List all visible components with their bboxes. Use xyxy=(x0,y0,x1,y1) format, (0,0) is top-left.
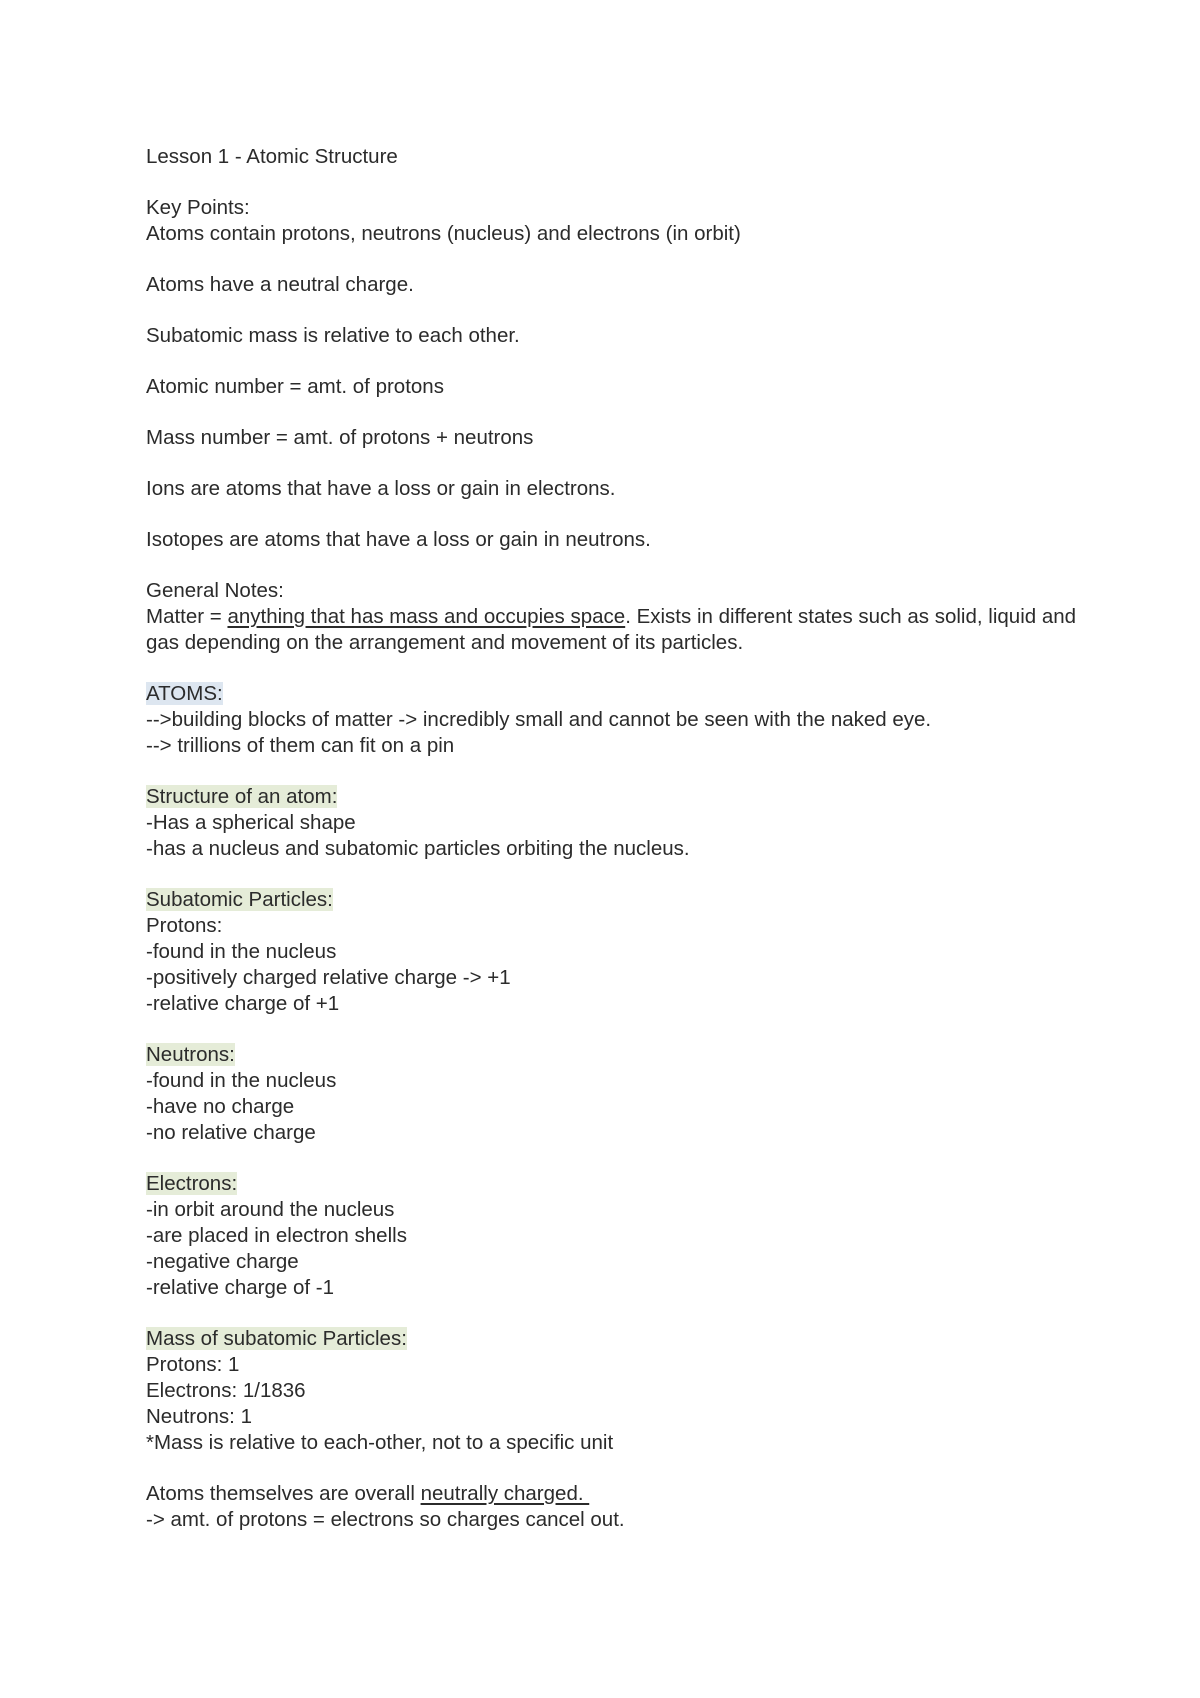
neutrons-line: -have no charge xyxy=(146,1095,295,1118)
electrons-line: -in orbit around the nucleus xyxy=(146,1198,395,1221)
protons-line: -found in the nucleus xyxy=(146,940,337,963)
key-point: Atoms contain protons, neutrons (nucleus) and electrons (in orbit) xyxy=(146,222,741,245)
atoms-heading xyxy=(146,681,1086,707)
structure-line: -Has a spherical shape xyxy=(146,811,356,834)
protons-line: -positively charged relative charge -> +1 xyxy=(146,966,511,989)
electrons-heading xyxy=(146,1171,1086,1197)
matter-underlined: anything that has mass and occupies space xyxy=(227,605,626,628)
document-page xyxy=(146,144,1086,1533)
matter-prefix: Matter = xyxy=(146,605,228,628)
key-point: Ions are atoms that have a loss or gain in electrons. xyxy=(146,477,616,500)
mass-heading xyxy=(146,1326,1086,1352)
mass-heading-highlight: Mass of subatomic Particles: xyxy=(146,1327,407,1350)
structure-line: -has a nucleus and subatomic particles orbiting the nucleus. xyxy=(146,837,690,860)
subatomic-heading xyxy=(146,887,1086,913)
document-title: Lesson 1 - Atomic Structure xyxy=(146,145,398,168)
structure-heading-highlight: Structure of an atom: xyxy=(146,785,338,808)
mass-line: Neutrons: 1 xyxy=(146,1405,252,1428)
atoms-heading-highlight: ATOMS: xyxy=(146,682,223,705)
electrons-line: -are placed in electron shells xyxy=(146,1224,407,1247)
matter-suffix: . Exists in different states such as solid, liquid and gas depending on the arrangement and movement of its particles. xyxy=(146,605,1082,654)
electrons-line: -negative charge xyxy=(146,1250,299,1273)
mass-line: Electrons: 1/1836 xyxy=(146,1379,306,1402)
neutrons-heading xyxy=(146,1042,1086,1068)
neutral-prefix: Atoms themselves are overall xyxy=(146,1482,421,1505)
key-point: Subatomic mass is relative to each other. xyxy=(146,324,520,347)
matter-definition xyxy=(146,604,1086,656)
neutral-underlined: neutrally charged. xyxy=(420,1482,590,1505)
key-points-heading: Key Points: xyxy=(146,196,250,219)
mass-line: *Mass is relative to each-other, not to a specific unit xyxy=(146,1431,614,1454)
neutral-statement xyxy=(146,1481,1086,1507)
atoms-line: -->building blocks of matter -> incredibly small and cannot be seen with the naked eye. xyxy=(146,708,932,731)
mass-line: Protons: 1 xyxy=(146,1353,240,1376)
protons-line: -relative charge of +1 xyxy=(146,992,340,1015)
neutrons-line: -no relative charge xyxy=(146,1121,316,1144)
key-point: Mass number = amt. of protons + neutrons xyxy=(146,426,534,449)
general-notes-heading: General Notes: xyxy=(146,579,284,602)
atoms-line: --> trillions of them can fit on a pin xyxy=(146,734,455,757)
structure-heading xyxy=(146,784,1086,810)
neutrons-heading-highlight: Neutrons: xyxy=(146,1043,235,1066)
subatomic-heading-highlight: Subatomic Particles: xyxy=(146,888,333,911)
key-point: Isotopes are atoms that have a loss or gain in neutrons. xyxy=(146,528,651,551)
neutrons-line: -found in the nucleus xyxy=(146,1069,337,1092)
electrons-heading-highlight: Electrons: xyxy=(146,1172,238,1195)
neutral-line: -> amt. of protons = electrons so charges cancel out. xyxy=(146,1508,625,1531)
electrons-line: -relative charge of -1 xyxy=(146,1276,335,1299)
protons-label: Protons: xyxy=(146,914,223,937)
key-point: Atomic number = amt. of protons xyxy=(146,375,444,398)
key-point: Atoms have a neutral charge. xyxy=(146,273,414,296)
